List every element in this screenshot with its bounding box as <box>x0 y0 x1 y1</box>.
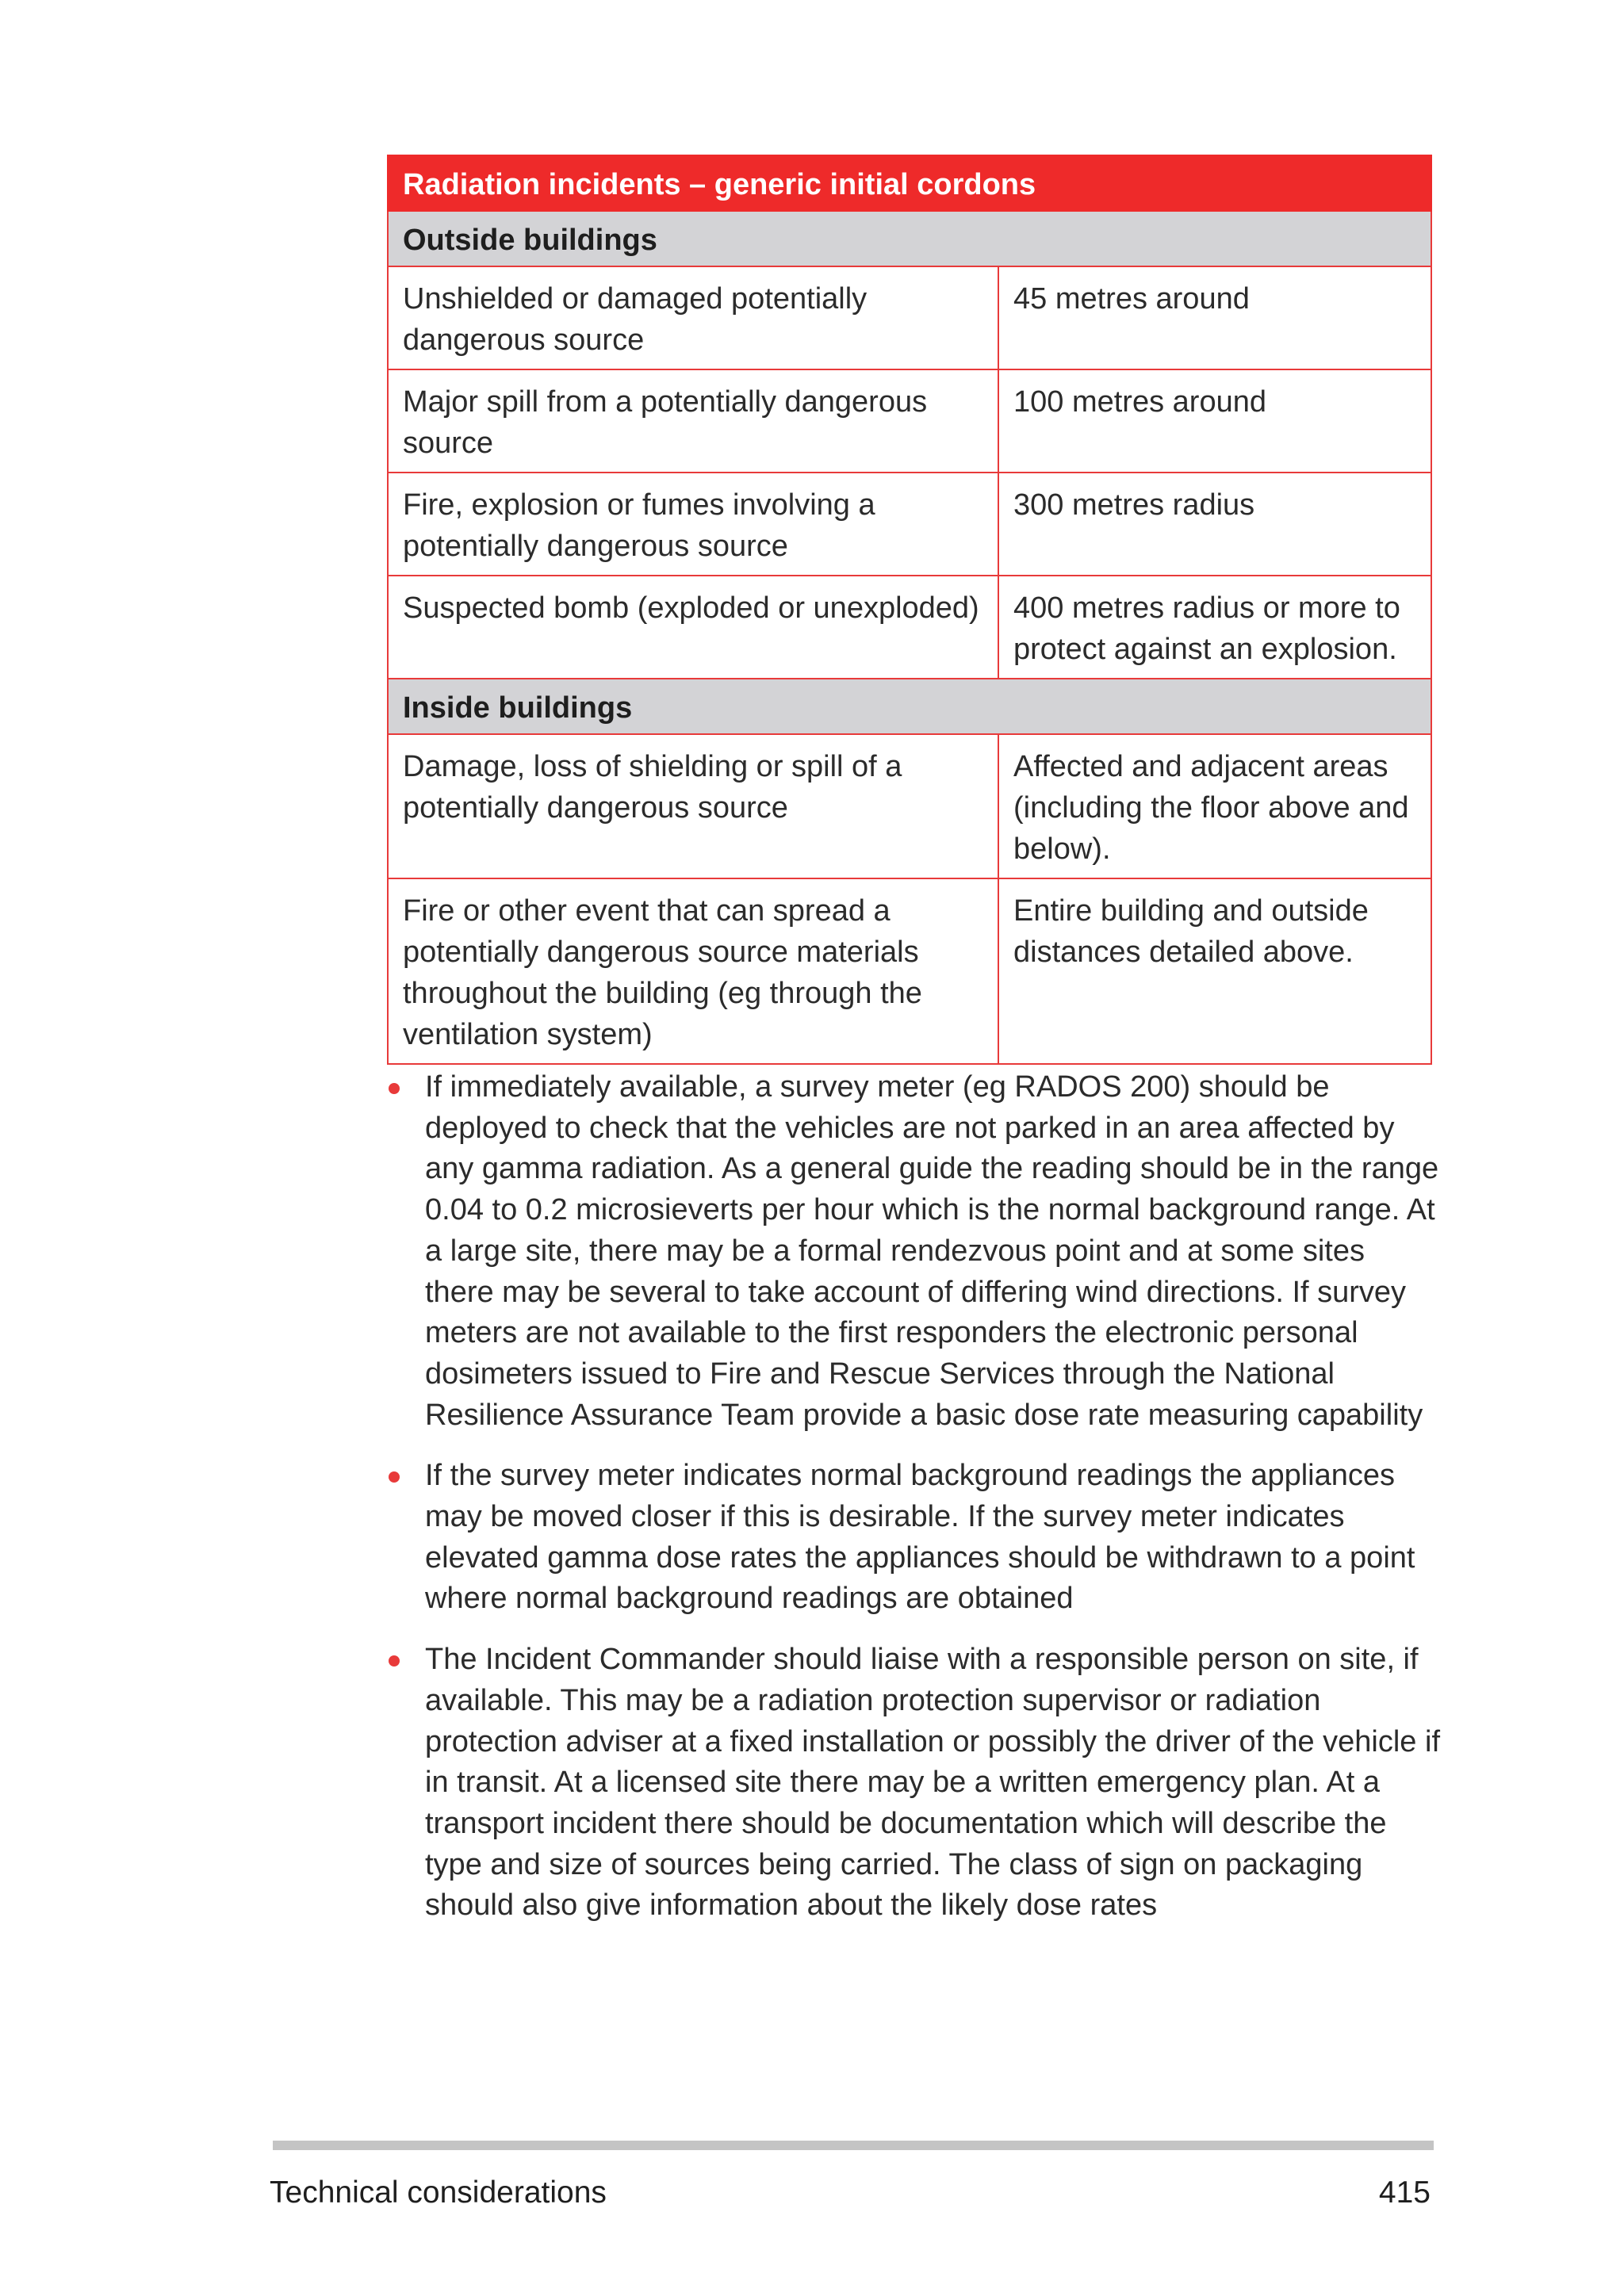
cordon-cell: 100 metres around <box>998 369 1431 473</box>
cordon-table <box>387 155 1432 1065</box>
cordon-cell: Entire building and outside distances detailed above. <box>998 878 1431 1064</box>
section-heading-row <box>388 211 1431 266</box>
table-row <box>388 266 1431 369</box>
table-title-row <box>388 155 1431 211</box>
cordon-cell: 400 metres radius or more to protect against an explosion. <box>998 576 1431 679</box>
situation-cell: Fire or other event that can spread a potentially dangerous source materials throughout the building (eg through the ventilation system) <box>388 878 998 1064</box>
footer-section-title: Technical considerations <box>270 2175 607 2210</box>
bullet-dot-icon <box>389 1083 400 1094</box>
table-title: Radiation incidents – generic initial cordons <box>388 155 1431 211</box>
list-item-text: If the survey meter indicates normal background readings the appliances may be moved closer if this is desirable. If the survey meter indicates elevated gamma dose rates the appliances should be withdrawn to a point where normal background readings are obtained <box>425 1459 1415 1616</box>
bullet-dot-icon <box>389 1655 400 1667</box>
section-heading-inside: Inside buildings <box>388 679 1431 734</box>
cordon-cell: 300 metres radius <box>998 473 1431 576</box>
page-number: 415 <box>1378 2175 1431 2210</box>
section-heading-outside: Outside buildings <box>388 211 1431 266</box>
situation-cell: Major spill from a potentially dangerous source <box>388 369 998 473</box>
table-row <box>388 576 1431 679</box>
situation-cell: Damage, loss of shielding or spill of a potentially dangerous source <box>388 734 998 878</box>
list-item-text: If immediately available, a survey meter (eg RADOS 200) should be deployed to check that the vehicles are not parked in an area affected by any gamma radiation. As a general guide the reading should be in the range 0.04 to 0.2 microsieverts per hour which is the normal background range. At a large site, there may be a formal rendezvous point and at some sites there may be several to take account of differing wind directions. If survey meters are not available to the first responders the electronic personal dosimeters issued to Fire and Rescue Services through the National Resilience Assurance Team provide a basic dose rate measuring capability <box>425 1070 1439 1432</box>
situation-cell: Fire, explosion or fumes involving a potentially dangerous source <box>388 473 998 576</box>
cordon-cell: Affected and adjacent areas (including the floor above and below). <box>998 734 1431 878</box>
list-item <box>387 1456 1442 1620</box>
section-heading-row <box>388 679 1431 734</box>
cordon-cell: 45 metres around <box>998 266 1431 369</box>
bullet-list <box>387 1067 1442 1946</box>
footer-divider <box>273 2141 1434 2150</box>
table-row <box>388 734 1431 878</box>
table-row <box>388 878 1431 1064</box>
situation-cell: Suspected bomb (exploded or unexploded) <box>388 576 998 679</box>
list-item <box>387 1067 1442 1436</box>
table-row <box>388 473 1431 576</box>
situation-cell: Unshielded or damaged potentially dangerous source <box>388 266 998 369</box>
bullet-dot-icon <box>389 1471 400 1483</box>
list-item-text: The Incident Commander should liaise with a responsible person on site, if available. This may be a radiation protection supervisor or radiation protection adviser at a fixed installation or possibly the driver of the vehicle if in transit. At a licensed site there may be a written emergency plan. At a transport incident there should be documentation which will describe the type and size of sources being carried. The class of sign on packaging should also give information about the likely dose rates <box>425 1643 1440 1923</box>
table-row <box>388 369 1431 473</box>
list-item <box>387 1640 1442 1927</box>
